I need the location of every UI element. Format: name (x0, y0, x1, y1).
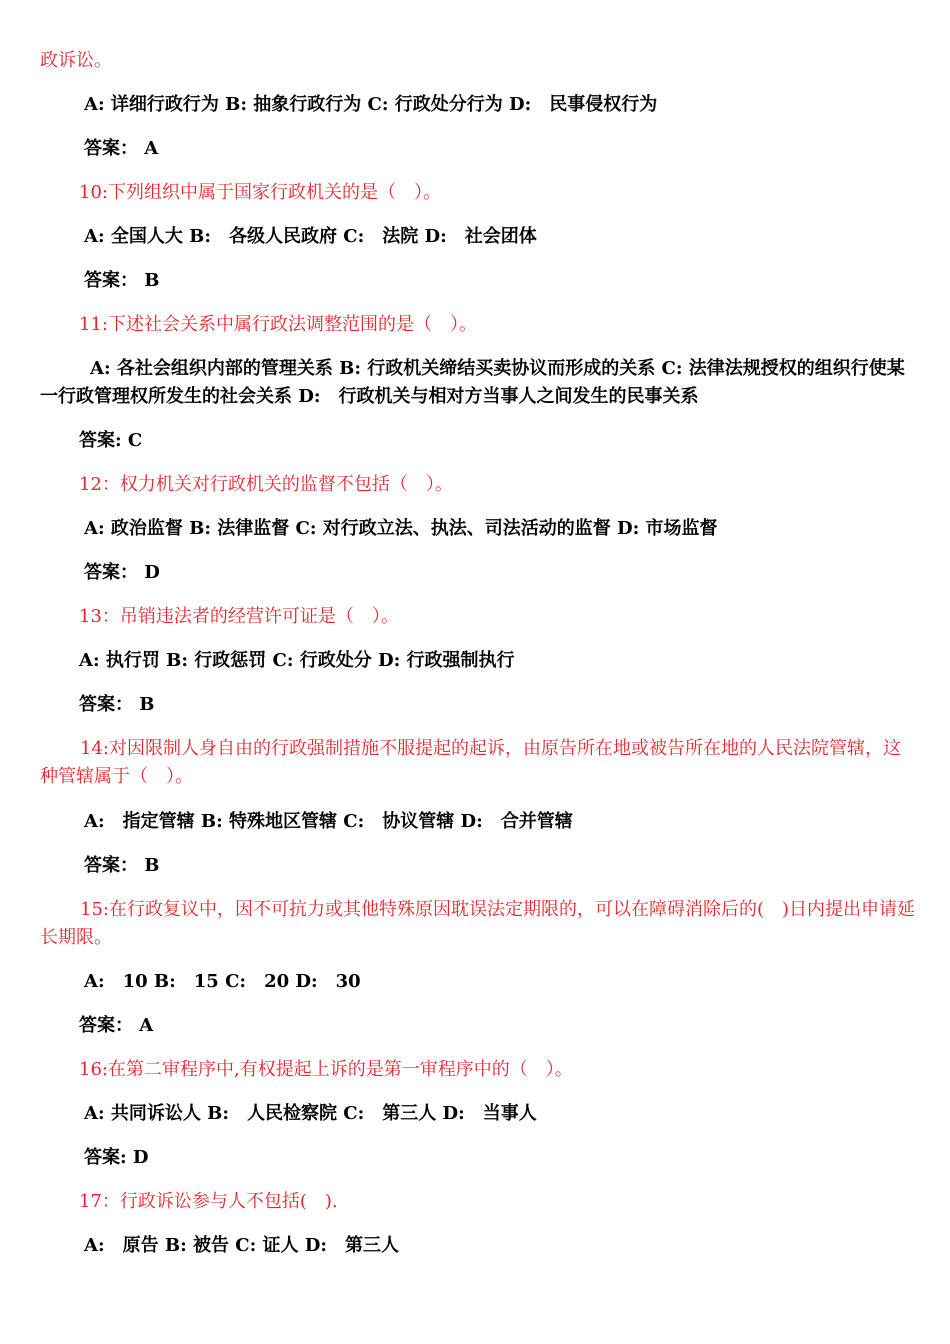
q13-answer: 答案： B (79, 694, 155, 715)
q14-options: A: 指定管辖 B: 特殊地区管辖 C: 协议管辖 D: 合并管辖 (84, 811, 573, 832)
q17-options: A: 原告 B: 被告 C: 证人 D: 第三人 (84, 1235, 400, 1256)
q9-answer: 答案： A (84, 138, 159, 159)
q12-options: A: 政治监督 B: 法律监督 C: 对行政立法、执法、司法活动的监督 D: 市场监督 (84, 518, 718, 539)
q12-answer: 答案： D (84, 562, 160, 583)
question-continuation: 政诉讼。 (40, 50, 112, 71)
q14-answer: 答案： B (84, 855, 160, 876)
q10-answer: 答案： B (84, 270, 160, 291)
q16-question: 16:在第二审程序中,有权提起上诉的是第一审程序中的（ ）。 (79, 1059, 573, 1080)
q15-answer: 答案： A (79, 1015, 154, 1036)
q16-answer: 答案: D (84, 1147, 149, 1168)
q12-question: 12：权力机关对行政机关的监督不包括（ ）。 (79, 474, 453, 495)
q13-question: 13：吊销违法者的经营许可证是（ ）。 (79, 606, 399, 627)
q11-options: A: 各社会组织内部的管理关系 B: 行政机关缔结买卖协议而形成的关系 C: 法律法规授权的组织行使某一行政管理权所发生的社会关系 D: 行政机关与相对方当事人之间发生的民事关系 (40, 358, 905, 407)
q10-options: A: 全国人大 B: 各级人民政府 C: 法院 D: 社会团体 (84, 226, 537, 247)
q15-question: 15:在行政复议中，因不可抗力或其他特殊原因耽误法定期限的，可以在障碍消除后的( )日内提出申请延长期限。 (40, 899, 916, 948)
q11-answer: 答案: C (79, 430, 143, 451)
q15-options: A: 10 B: 15 C: 20 D: 30 (84, 971, 361, 992)
q13-options: A: 执行罚 B: 行政惩罚 C: 行政处分 D: 行政强制执行 (79, 650, 515, 671)
q11-question: 11:下述社会关系中属行政法调整范围的是（ ）。 (79, 314, 477, 335)
q14-question: 14:对因限制人身自由的行政强制措施不服提起的起诉，由原告所在地或被告所在地的人民法院管辖，这种管辖属于（ ）。 (40, 738, 901, 787)
q9-options: A: 详细行政行为 B: 抽象行政行为 C: 行政处分行为 D: 民事侵权行为 (84, 94, 658, 115)
q17-question: 17：行政诉讼参与人不包括( ). (79, 1191, 338, 1212)
q16-options: A: 共同诉讼人 B: 人民检察院 C: 第三人 D: 当事人 (84, 1103, 537, 1124)
q10-question: 10:下列组织中属于国家行政机关的是（ ）。 (79, 182, 441, 203)
